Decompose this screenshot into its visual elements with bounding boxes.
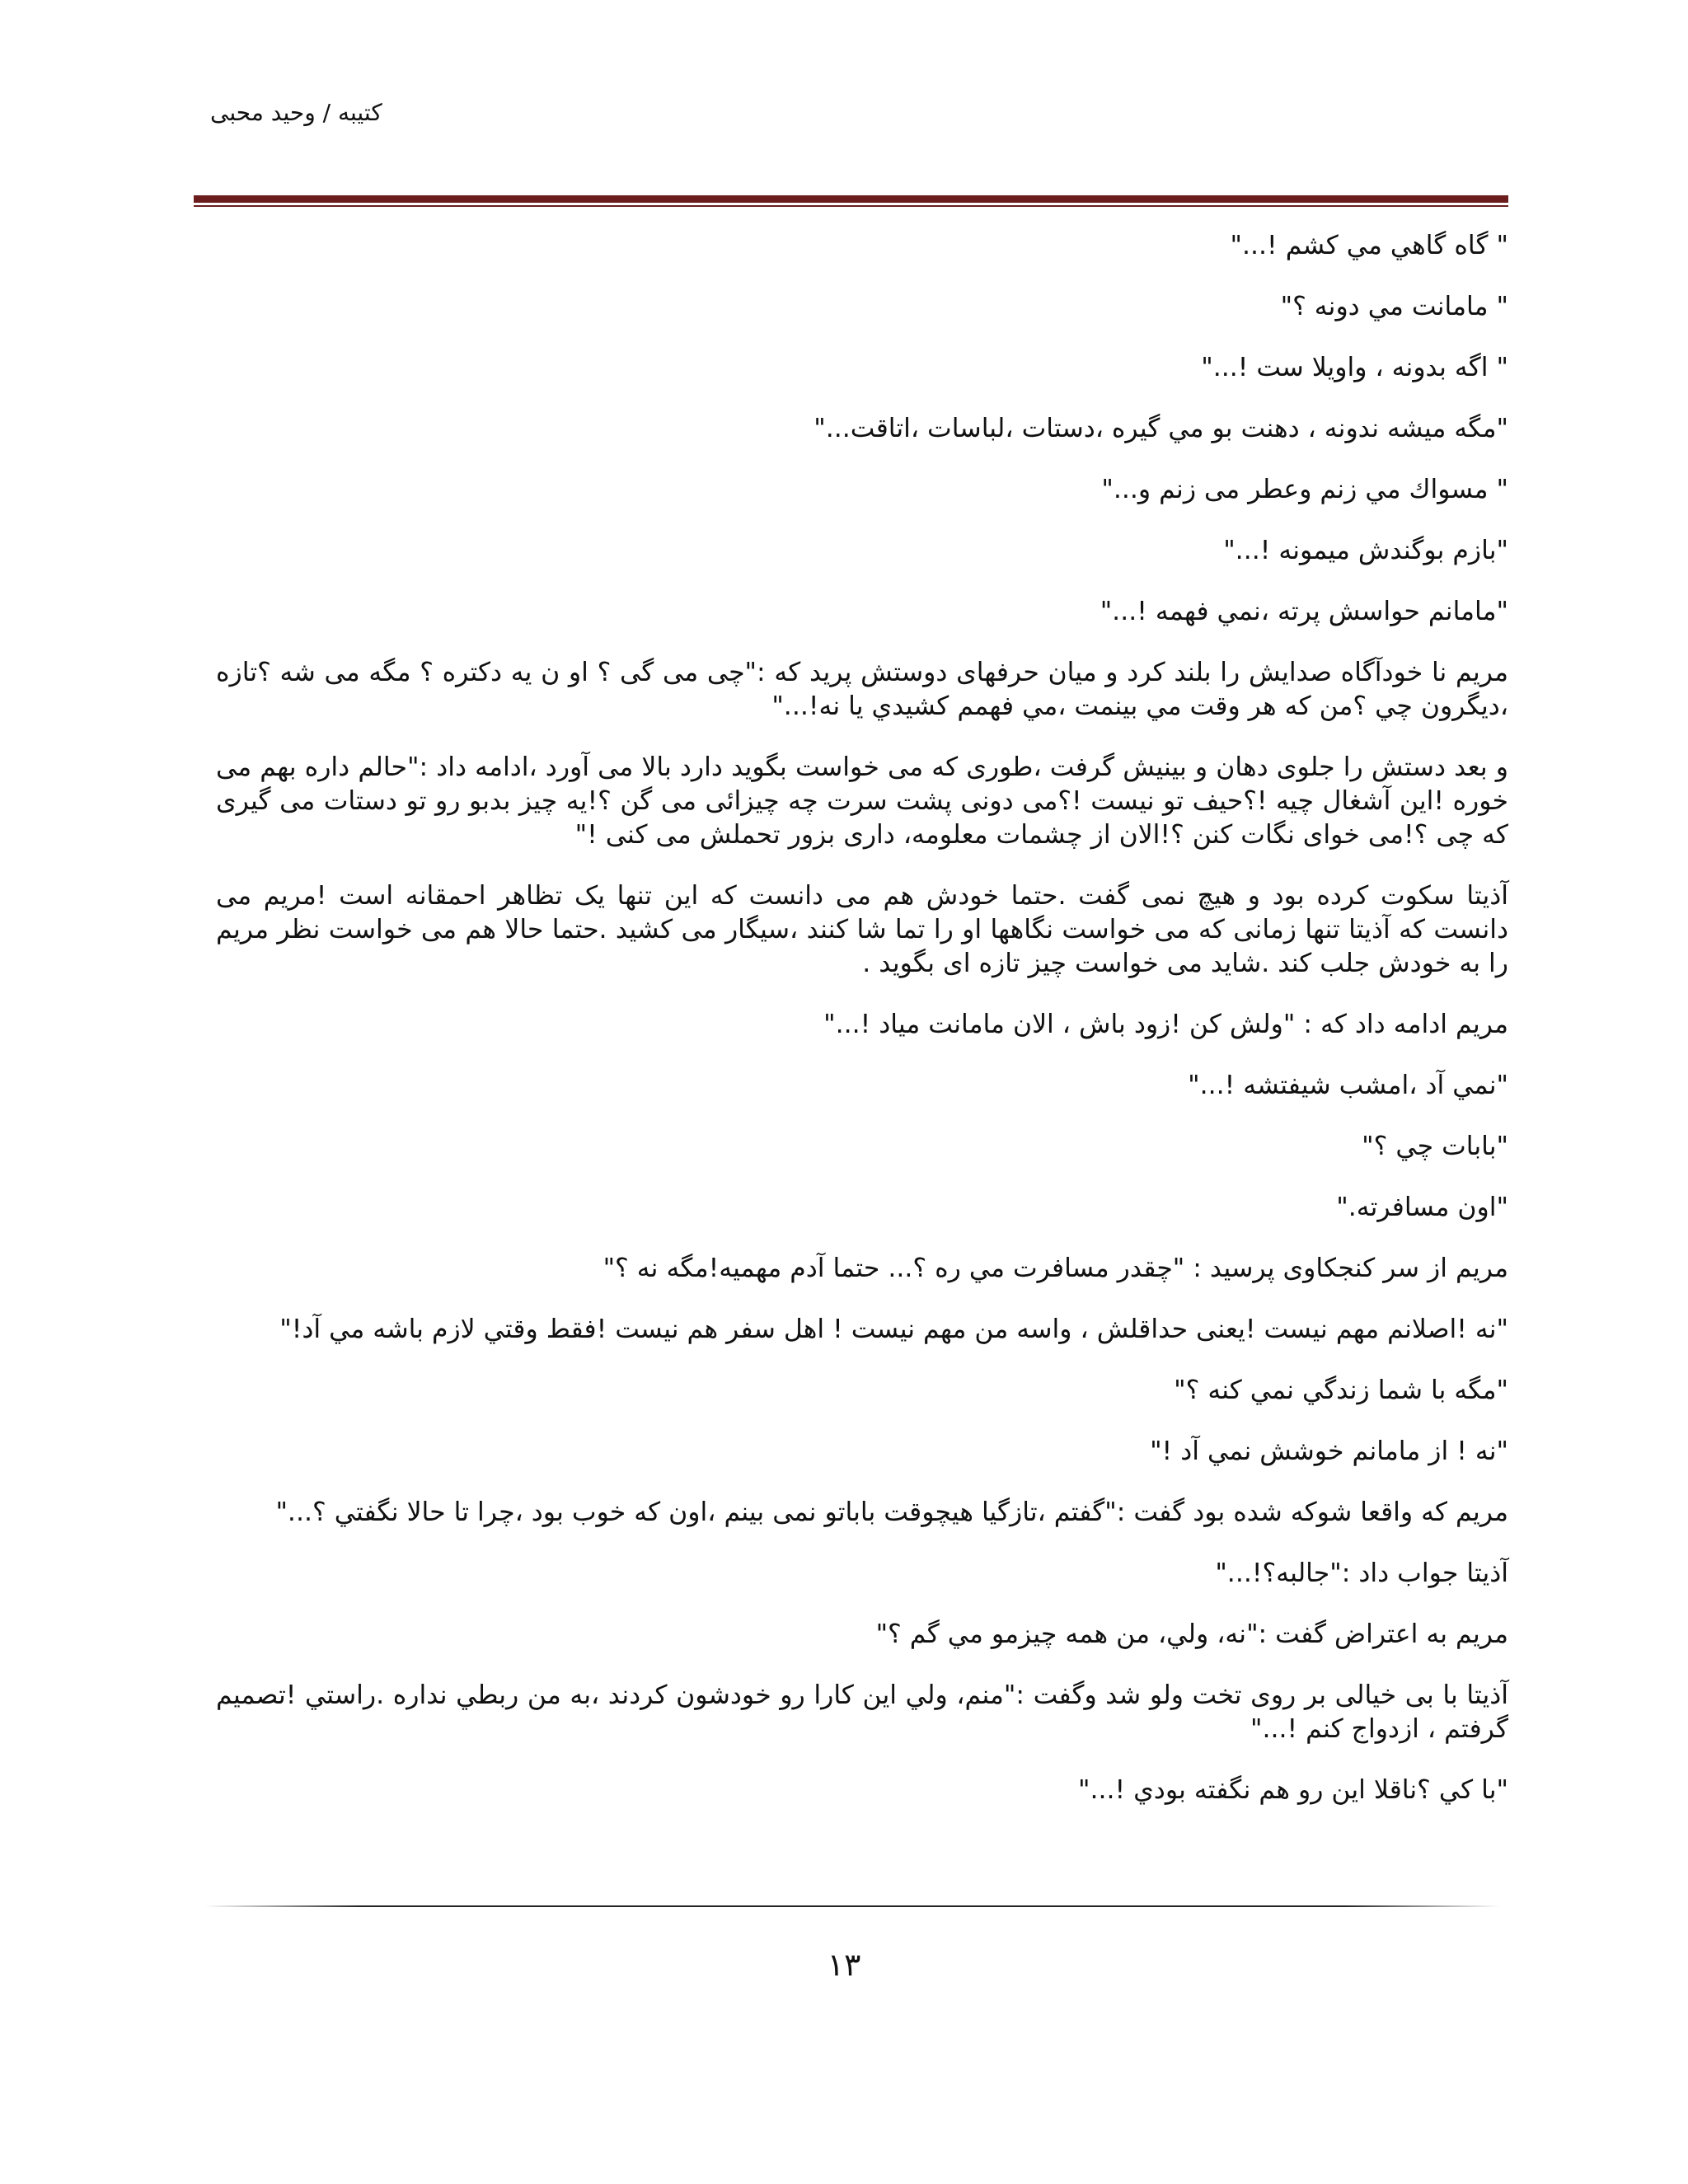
paragraph: "مگه با شما زندگي نمي کنه ؟" — [1174, 1376, 1508, 1405]
paragraph: مریم که واقعا شوکه شده بود گفت :"گفتم ،تازگیا هیچوقت باباتو نمی بینم ،اون که خوب بود ،چرا تا حالا نگفتي ؟..." — [275, 1497, 1508, 1527]
paragraph: " مامانت مي دونه ؟" — [1280, 292, 1508, 321]
paragraph: "بابات چي ؟" — [1362, 1132, 1508, 1161]
paragraph: "نه !اصلانم مهم نیست !یعنی حداقلش ، واسه من مهم نیست ! اهل سفر هم نیست !فقط وقتي لازم باشه مي آد!" — [279, 1315, 1508, 1344]
paragraph: " مسواك مي زنم وعطر می زنم و..." — [1101, 475, 1508, 504]
paragraph: مریم نا خودآگاه صدایش را بلند کرد و میان حرفهای دوستش پرید که :"چی می گی ؟ او ن یه دکتره ؟ مگه می شه ؟تازه ،دیگرون چي ؟من که هر وقت مي بینمت ،مي فهمم کشیدي یا نه!..." — [216, 658, 1508, 721]
paragraph: "نمي آد ،امشب شیفتشه !..." — [1188, 1071, 1508, 1100]
paragraph: "مگه میشه ندونه ، دهنت بو مي گیره ،دستات ،لباسات ،اتاقت..." — [814, 414, 1508, 443]
paragraph: "با کي ؟ناقلا این رو هم نگفته بودي !..." — [1077, 1775, 1508, 1805]
page-number: ۱۳ — [827, 1947, 861, 1983]
paragraph: مریم از سر کنجکاوی پرسید : "چقدر مسافرت مي ره ؟... حتما آدم مهمیه!مگه نه ؟" — [603, 1254, 1508, 1283]
paragraph: " گاه گاهي مي کشم !..." — [1230, 231, 1508, 260]
paragraph: "نه ! از مامانم خوشش نمي آد !" — [1150, 1436, 1508, 1466]
paragraph: مریم ادامه داد که : "ولش کن !زود باش ، الان مامانت میاد !..." — [823, 1010, 1508, 1039]
footer-divider — [204, 1905, 1500, 1907]
paragraph: "مامانم حواسش پرته ،نمي فهمه !..." — [1100, 597, 1508, 626]
paragraph: " اگه بدونه ، واویلا ست !..." — [1201, 353, 1508, 382]
body-text — [216, 229, 1508, 1835]
header-title: کتیبه / وحید محبی — [210, 99, 382, 126]
header-divider — [194, 195, 1508, 207]
paragraph: "بازم بوگندش میمونه !..." — [1223, 536, 1508, 565]
paragraph: آذیتا با بی خیالی بر روی تخت ولو شد وگفت :"منم، ولي این کارا رو خودشون کردند ،به من ربطي نداره .راستي !تصمیم گرفتم ، ازدواج کنم !..." — [216, 1680, 1508, 1744]
paragraph: "اون مسافرته." — [1336, 1193, 1508, 1222]
paragraph: آذیتا جواب داد :"جالبه؟!..." — [1215, 1558, 1508, 1588]
paragraph: و بعد دستش را جلوی دهان و بینیش گرفت ،طوری که می خواست بگوید دارد بالا می آورد ،ادامه داد :"حالم داره بهم می خوره !این آشغال چیه !؟حیف تو نیست !؟می دونی پشت سرت چه چیزائی می گن ؟!یه چیز بدبو رو تو دستات می گیری که چی ؟!می خوای نگات کنن ؟!الان از چشمات معلومه، داری بزور تحملش می کنی !" — [216, 752, 1508, 850]
paragraph: آذیتا سکوت کرده بود و هیچ نمی گفت .حتما خودش هم می دانست که این تنها یک تظاهر احمقانه است !مریم می دانست که آذیتا تنها زمانی که می خواست نگاهها او را تما شا کنند ،سیگار می کشید .حتما حالا هم می خواست نظر مریم را به خودش جلب کند .شاید می خواست چیز تازه ای بگوید . — [216, 881, 1508, 978]
paragraph: مریم به اعتراض گفت :"نه، ولي، من همه چیزمو مي گم ؟" — [875, 1619, 1508, 1649]
